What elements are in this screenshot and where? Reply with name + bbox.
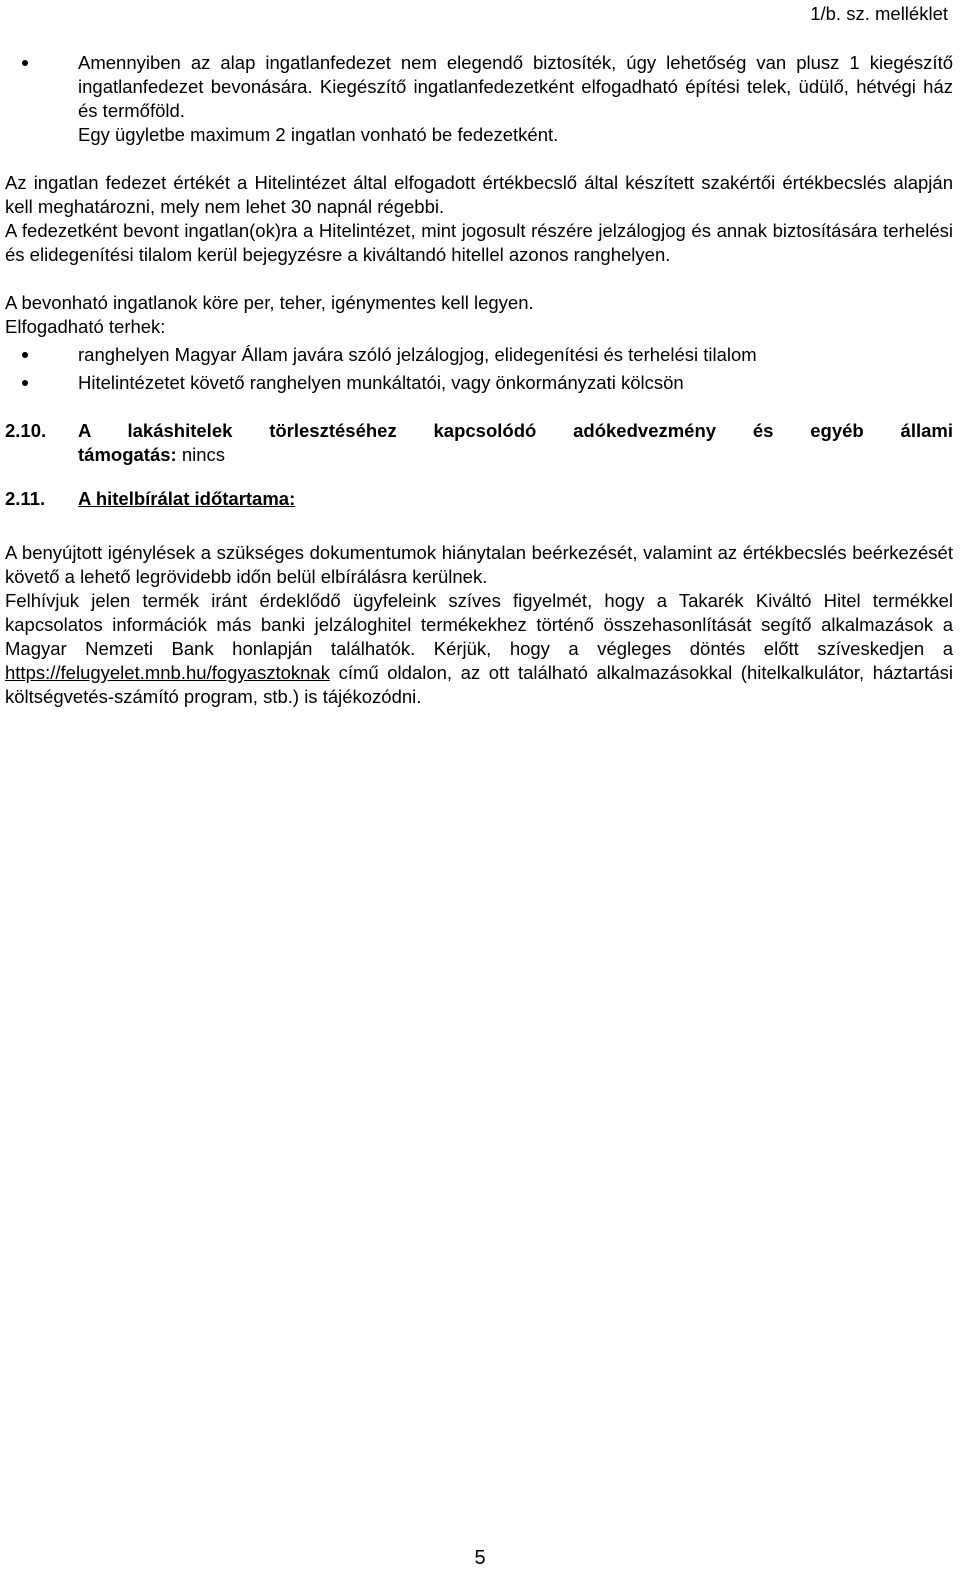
- list-item-text: Amennyiben az alap ingatlanfedezet nem elegendő biztosíték, úgy lehetőség van plusz 1 kiegészítő ingatlanfedezet bevonására. Kiegészítő ingatlanfedezetként elfogadható építési telek, üdülő, hétvégi ház és termőföld.: [78, 52, 953, 121]
- mnb-notice-paragraph: [5, 589, 953, 709]
- valuation-paragraph: Az ingatlan fedezet értékét a Hitelintézet által elfogadott értékbecslő által készített szakértői értékbecslés alapján kell meghatározni, mely nem lehet 30 napnál régebbi.: [5, 172, 953, 217]
- mortgage-paragraph: A fedezetként bevont ingatlan(ok)ra a Hitelintézet, mint jogosult részére jelzálogjog és annak biztosítására terhelési és elidegenítési tilalom kerül bejegyzésre a kiváltandó hitellel azonos ranghelyen.: [5, 220, 953, 265]
- accepted-encumbrances-list: [5, 343, 953, 395]
- encumbrance-free-paragraph: A bevonható ingatlanok köre per, teher, igénymentes kell legyen.: [5, 292, 534, 313]
- notice-text-end: című oldalon, az ott található alkalmazásokkal (hitelkalkulátor, háztartási költségvetés-számító program, stb.) is tájékozódni.: [5, 662, 953, 707]
- section-title: A lakáshitelek törlesztéséhez kapcsolódó adókedvezmény és egyéb állami: [78, 420, 953, 441]
- list-item: [5, 343, 953, 367]
- bullet-icon: [22, 352, 28, 358]
- intro-bullet-list: [5, 51, 953, 147]
- accepted-encumbrances-intro: Elfogadható terhek:: [5, 316, 166, 337]
- list-item-text: Hitelintézetet követő ranghelyen munkáltatói, vagy önkormányzati kölcsön: [78, 372, 684, 393]
- annex-label: 1/b. sz. melléklet: [810, 3, 948, 24]
- list-item: [5, 51, 953, 123]
- list-item: [5, 371, 953, 395]
- list-item-text: ranghelyen Magyar Állam javára szóló jelzálogjog, elidegenítési és terhelési tilalom: [78, 344, 757, 365]
- section-title-continued: támogatás:: [78, 444, 177, 465]
- page-number: 5: [474, 1547, 486, 1569]
- review-paragraph: A benyújtott igénylések a szükséges dokumentumok hiánytalan beérkezését, valamint az értékbecslés beérkezését követő a lehető legrövidebb időn belül elbírálásra kerülnek.: [5, 542, 953, 587]
- section-number: 2.10.: [5, 420, 47, 441]
- section-2-11-heading: [5, 487, 953, 511]
- mnb-link[interactable]: https://felugyelet.mnb.hu/fogyasztoknak: [5, 662, 330, 683]
- list-item: [5, 123, 953, 147]
- section-2-10-heading: [5, 419, 953, 467]
- section-title: A hitelbírálat időtartama:: [78, 488, 296, 509]
- document-content: [5, 51, 953, 709]
- section-number: 2.11.: [5, 488, 46, 509]
- section-value: nincs: [176, 444, 226, 465]
- notice-text: Felhívjuk jelen termék iránt érdeklődő ügyfeleink szíves figyelmét, hogy a Takarék Kiváltó Hitel termékkel kapcsolatos információk más banki jelzáloghitel termékekhez történő összehasonlítását segítő alkalmazások a Magyar Nemzeti Bank honlapján találhatók. Kérjük, hogy a végleges döntés előtt szíveskedjen a: [5, 590, 953, 659]
- bullet-icon: [22, 380, 28, 386]
- bullet-icon: [22, 60, 28, 66]
- list-item-text: Egy ügyletbe maximum 2 ingatlan vonható be fedezetként.: [78, 124, 559, 145]
